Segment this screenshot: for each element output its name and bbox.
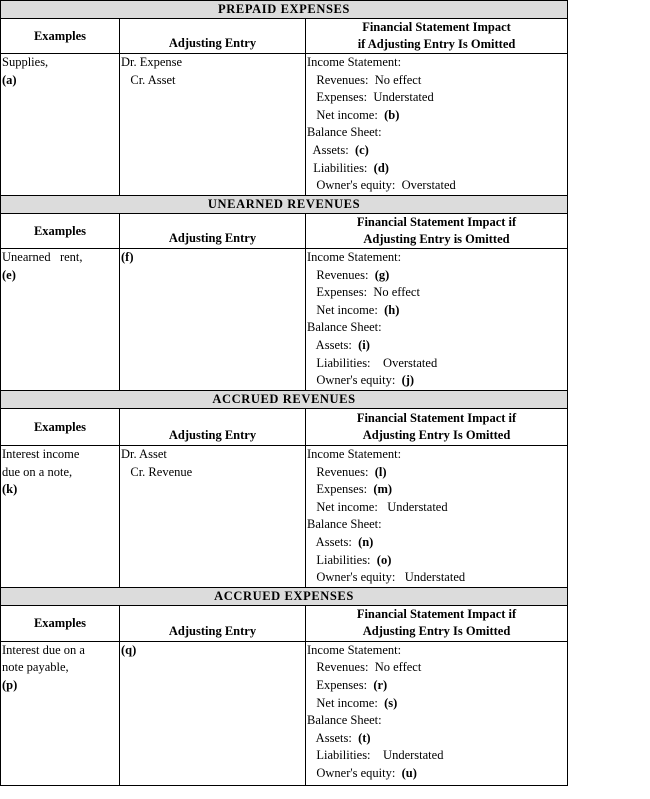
impact-line	[307, 160, 566, 178]
header-financial-statement-impact	[306, 19, 568, 54]
impact-label: Net income:	[307, 695, 385, 710]
impact-value: (d)	[373, 160, 389, 175]
impact-label: Balance Sheet:	[307, 517, 382, 532]
entry-line: Cr. Asset	[121, 72, 176, 87]
impact-value: Overstated	[401, 178, 456, 193]
impact-line	[307, 267, 566, 285]
impact-cell	[306, 446, 568, 588]
impact-line	[307, 516, 566, 534]
impact-label: Expenses:	[307, 90, 374, 105]
body-row-unearned-revenues	[1, 249, 568, 391]
impact-cell	[306, 249, 568, 391]
impact-label: Owner's equity:	[307, 373, 402, 388]
impact-label: Net income:	[307, 302, 385, 317]
adjusting-entry-cell	[120, 54, 306, 196]
impact-value: No effect	[374, 72, 422, 87]
impact-value: Understated	[387, 499, 448, 514]
impact-line	[307, 337, 566, 355]
header-row-accrued-expenses	[1, 605, 568, 641]
impact-label: Balance Sheet:	[307, 125, 382, 140]
impact-value: No effect	[374, 660, 422, 675]
impact-label: Liabilities:	[307, 355, 384, 370]
impact-line	[307, 695, 566, 713]
impact-line	[307, 534, 566, 552]
body-row-accrued-revenues	[1, 446, 568, 588]
example-line: Interest income	[2, 447, 80, 461]
impact-value: (u)	[401, 765, 417, 780]
impact-label: Net income:	[307, 499, 388, 514]
impact-value: (b)	[384, 107, 400, 122]
examples-cell	[1, 249, 120, 391]
impact-label: Owner's equity:	[307, 765, 402, 780]
impact-label: Income Statement:	[307, 447, 402, 461]
impact-label: Balance Sheet:	[307, 713, 382, 728]
impact-value: (s)	[384, 695, 398, 710]
impact-value: (m)	[373, 482, 393, 497]
examples-cell	[1, 54, 120, 196]
table-body	[1, 1, 568, 786]
header-row-prepaid-expenses	[1, 19, 568, 54]
impact-line	[307, 54, 566, 72]
header-impact-line-2: Adjusting Entry is Omitted	[363, 232, 510, 246]
section-title-row-prepaid-expenses	[1, 1, 568, 19]
impact-line	[307, 712, 566, 730]
header-examples: Examples	[1, 19, 120, 54]
impact-line	[307, 284, 566, 302]
impact-line	[307, 302, 566, 320]
impact-line	[307, 730, 566, 748]
impact-line	[307, 249, 566, 267]
example-line: due on a note,	[2, 464, 73, 479]
header-impact-line-1: Financial Statement Impact if	[356, 215, 517, 229]
header-financial-statement-impact	[306, 409, 568, 446]
example-line: Interest due on a	[2, 642, 85, 657]
impact-value: Understated	[404, 570, 466, 585]
header-examples: Examples	[1, 409, 120, 446]
header-adjusting-entry: Adjusting Entry	[120, 214, 306, 249]
entry-line: (f)	[121, 250, 134, 264]
impact-line	[307, 499, 566, 517]
header-impact-line-1: Financial Statement Impact	[362, 20, 511, 34]
section-title-accrued-revenues: ACCRUED REVENUES	[1, 391, 568, 409]
impact-value: (h)	[384, 302, 400, 317]
impact-value: Understated	[383, 748, 444, 763]
impact-line	[307, 177, 566, 195]
header-examples: Examples	[1, 605, 120, 641]
section-title-prepaid-expenses: PREPAID EXPENSES	[1, 1, 568, 19]
impact-label: Income Statement:	[307, 55, 402, 69]
example-line: (e)	[2, 267, 16, 282]
impact-label: Revenues:	[307, 72, 375, 87]
header-impact-line-1: Financial Statement Impact if	[356, 411, 517, 425]
impact-line	[307, 464, 566, 482]
impact-line	[307, 355, 566, 373]
impact-line	[307, 72, 566, 90]
impact-line	[307, 659, 566, 677]
entry-line: Dr. Asset	[121, 447, 167, 461]
example-line: (a)	[2, 72, 17, 87]
impact-label: Owner's equity:	[307, 178, 402, 193]
header-financial-statement-impact	[306, 214, 568, 249]
header-row-accrued-revenues	[1, 409, 568, 446]
example-line: note payable,	[2, 660, 69, 675]
impact-label: Owner's equity:	[307, 570, 405, 585]
impact-label: Balance Sheet:	[307, 320, 382, 335]
impact-label: Expenses:	[307, 482, 374, 497]
impact-line	[307, 319, 566, 337]
impact-line	[307, 481, 566, 499]
impact-label: Income Statement:	[307, 250, 402, 264]
impact-label: Income Statement:	[307, 642, 402, 657]
adjusting-entry-cell	[120, 641, 306, 785]
entry-line: Dr. Expense	[121, 55, 183, 69]
body-row-prepaid-expenses	[1, 54, 568, 196]
impact-label: Expenses:	[307, 285, 374, 300]
section-title-row-accrued-revenues	[1, 391, 568, 409]
impact-value: (g)	[374, 267, 390, 282]
impact-value: (n)	[358, 534, 374, 549]
impact-line	[307, 372, 566, 390]
impact-line	[307, 142, 566, 160]
impact-line	[307, 569, 566, 587]
example-line: Supplies,	[2, 55, 49, 69]
impact-label: Revenues:	[307, 464, 375, 479]
impact-cell	[306, 641, 568, 785]
impact-line	[307, 747, 566, 765]
impact-label: Liabilities:	[307, 552, 377, 567]
impact-label: Revenues:	[307, 267, 375, 282]
impact-label: Assets:	[307, 142, 355, 157]
header-adjusting-entry: Adjusting Entry	[120, 19, 306, 54]
impact-label: Revenues:	[307, 660, 375, 675]
impact-label: Assets:	[307, 337, 359, 352]
impact-value: (t)	[358, 730, 371, 745]
header-impact-line-2: Adjusting Entry Is Omitted	[362, 428, 511, 442]
header-examples: Examples	[1, 214, 120, 249]
impact-line	[307, 107, 566, 125]
section-title-accrued-expenses: ACCRUED EXPENSES	[1, 587, 568, 605]
impact-line	[307, 89, 566, 107]
impact-value: Overstated	[383, 355, 438, 370]
impact-value: (l)	[374, 464, 387, 479]
header-impact-line-1: Financial Statement Impact if	[356, 607, 517, 622]
impact-label: Liabilities:	[307, 160, 374, 175]
impact-line	[307, 552, 566, 570]
impact-value: (o)	[376, 552, 392, 567]
header-financial-statement-impact	[306, 605, 568, 641]
header-impact-line-2: Adjusting Entry Is Omitted	[362, 624, 511, 639]
section-title-row-unearned-revenues	[1, 196, 568, 214]
impact-label: Liabilities:	[307, 748, 384, 763]
entry-line: Cr. Revenue	[121, 464, 193, 479]
body-row-accrued-expenses	[1, 641, 568, 785]
header-impact-line-2: if Adjusting Entry Is Omitted	[357, 37, 516, 51]
impact-value: (c)	[354, 142, 369, 157]
impact-label: Net income:	[307, 107, 385, 122]
example-line: Unearned rent,	[2, 250, 83, 264]
impact-value: No effect	[373, 285, 420, 300]
impact-value: (j)	[401, 373, 415, 388]
header-adjusting-entry: Adjusting Entry	[120, 605, 306, 641]
impact-line	[307, 446, 566, 464]
header-row-unearned-revenues	[1, 214, 568, 249]
impact-value: (i)	[358, 337, 370, 352]
entry-line: (q)	[121, 642, 137, 657]
impact-value: (r)	[373, 677, 388, 692]
impact-value: Understated	[373, 90, 434, 105]
impact-label: Assets:	[307, 730, 359, 745]
adjusting-entry-cell	[120, 249, 306, 391]
examples-cell	[1, 446, 120, 588]
section-title-row-accrued-expenses	[1, 587, 568, 605]
examples-cell	[1, 641, 120, 785]
impact-line	[307, 677, 566, 695]
impact-line	[307, 765, 566, 783]
example-line: (k)	[2, 482, 18, 497]
impact-cell	[306, 54, 568, 196]
adjusting-entry-cell	[120, 446, 306, 588]
example-line: (p)	[2, 677, 18, 692]
impact-label: Expenses:	[307, 677, 374, 692]
section-title-unearned-revenues: UNEARNED REVENUES	[1, 196, 568, 214]
impact-line	[307, 642, 566, 660]
impact-line	[307, 124, 566, 142]
header-adjusting-entry: Adjusting Entry	[120, 409, 306, 446]
impact-label: Assets:	[307, 534, 359, 549]
